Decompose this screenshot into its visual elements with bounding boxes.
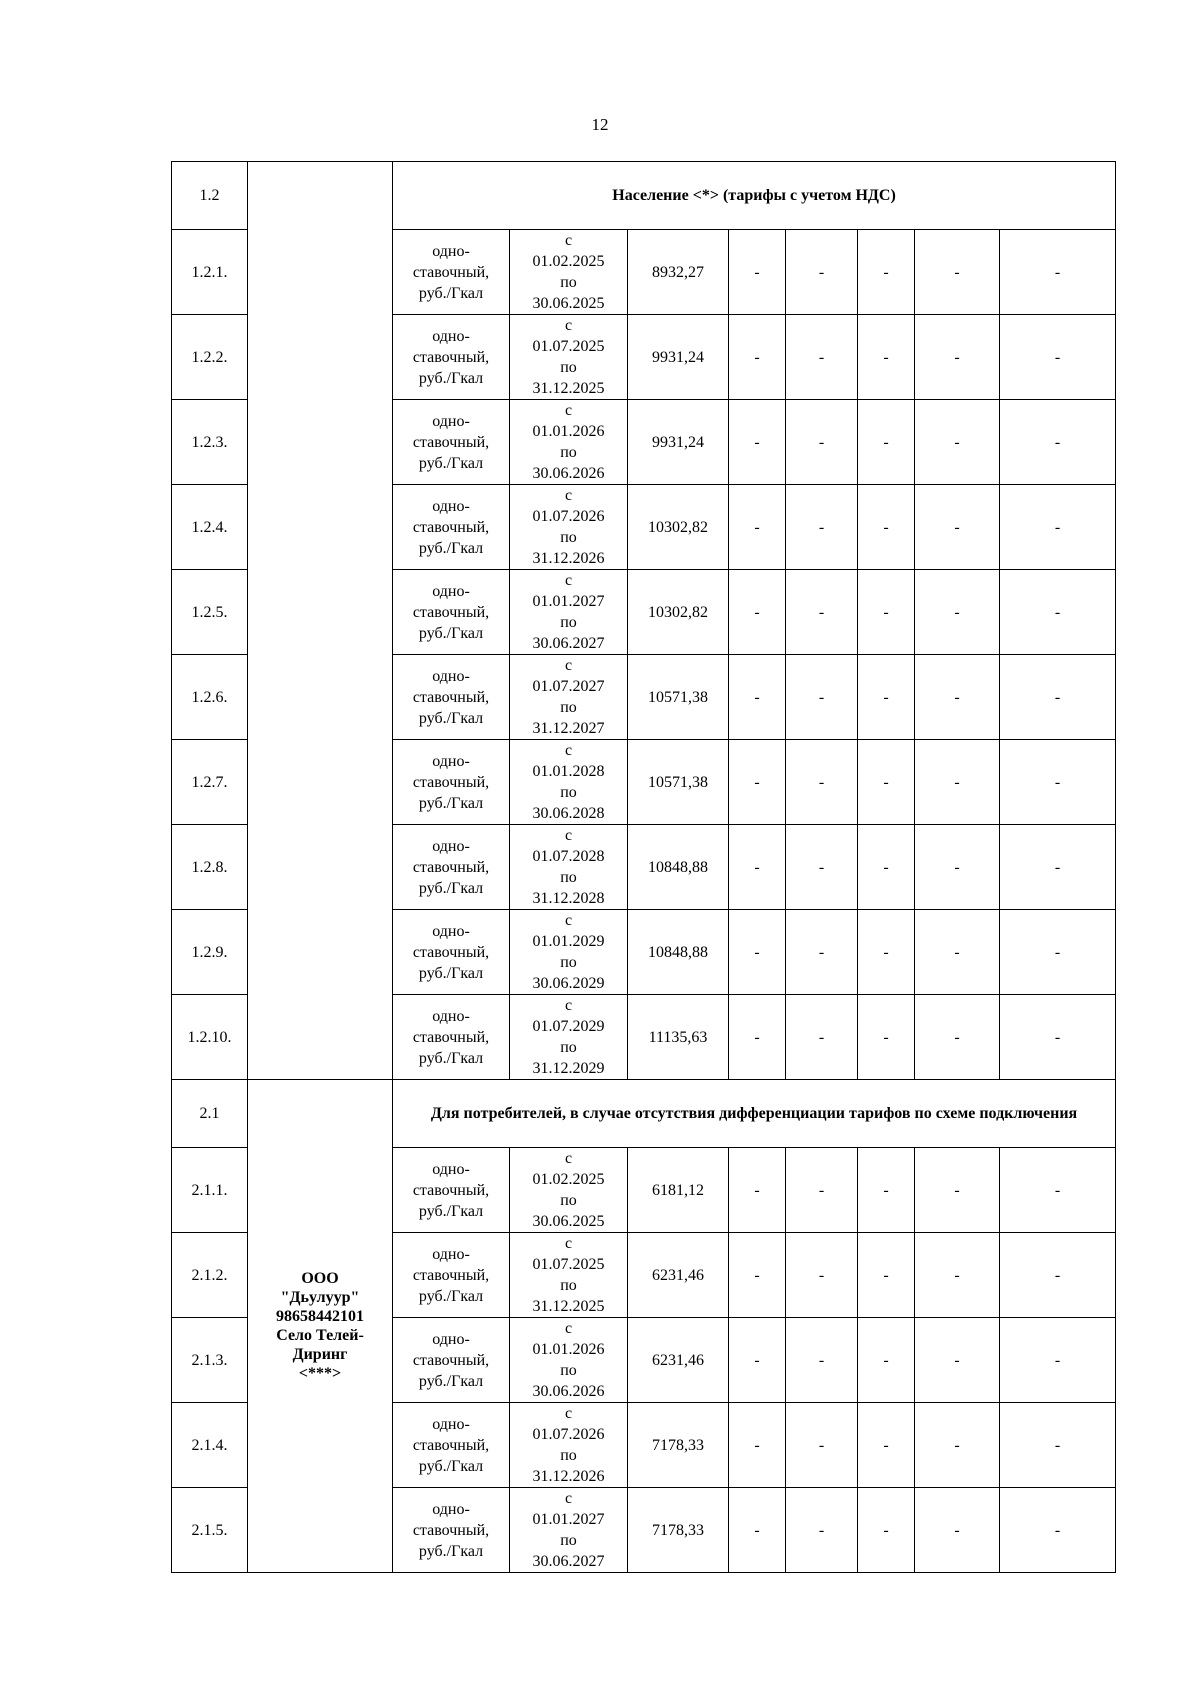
- section-title: Население <*> (тарифы с учетом НДС): [393, 162, 1116, 230]
- validity-period-line: по: [560, 529, 577, 546]
- empty-value-cell: -: [729, 995, 786, 1080]
- tariff-type-line: ставочный,: [412, 688, 490, 706]
- tariff-type-line: руб./Гкал: [418, 1457, 484, 1475]
- validity-period-line: по: [560, 1277, 577, 1294]
- validity-period-line: 01.07.2026: [532, 1426, 605, 1443]
- tariff-type-line: одно-: [432, 242, 470, 260]
- empty-value-cell: -: [858, 485, 915, 570]
- tariff-value: 10848,88: [628, 910, 729, 995]
- validity-period: [510, 400, 628, 485]
- validity-period-line: 01.02.2025: [532, 1171, 605, 1188]
- empty-value-cell: -: [729, 655, 786, 740]
- tariff-type-line: одно-: [432, 1245, 470, 1263]
- validity-period-line: с: [564, 572, 573, 589]
- validity-period-line: по: [560, 1192, 577, 1209]
- row-number: 1.2.4.: [172, 485, 248, 570]
- tariff-value: 10571,38: [628, 740, 729, 825]
- empty-value-cell: -: [729, 400, 786, 485]
- validity-period-line: с: [564, 1150, 573, 1167]
- validity-period-line: 30.06.2026: [532, 1383, 605, 1400]
- empty-value-cell: -: [1000, 485, 1116, 570]
- empty-value-cell: -: [786, 825, 858, 910]
- validity-period: [510, 825, 628, 910]
- organization-line: <***>: [298, 1365, 342, 1382]
- validity-period-line: по: [560, 1362, 577, 1379]
- tariff-value: 9931,24: [628, 315, 729, 400]
- validity-period-line: с: [564, 657, 573, 674]
- tariff-type-line: ставочный,: [412, 263, 490, 281]
- validity-period-line: по: [560, 954, 577, 971]
- tariff-table: [171, 161, 1116, 1573]
- validity-period-line: 31.12.2029: [532, 1060, 605, 1077]
- empty-value-cell: -: [915, 485, 1000, 570]
- empty-value-cell: -: [858, 570, 915, 655]
- empty-value-cell: -: [1000, 1318, 1116, 1403]
- tariff-type: [393, 570, 510, 655]
- tariff-type-line: ставочный,: [412, 1521, 490, 1539]
- empty-value-cell: -: [858, 995, 915, 1080]
- tariff-type-line: руб./Гкал: [418, 284, 484, 302]
- empty-value-cell: -: [915, 400, 1000, 485]
- validity-period-line: 31.12.2025: [532, 380, 605, 397]
- empty-value-cell: -: [786, 230, 858, 315]
- validity-period-line: 30.06.2028: [532, 805, 605, 822]
- section-title: Для потребителей, в случае отсутствия дифференциации тарифов по схеме подключения: [393, 1080, 1116, 1148]
- organization-line: Диринг: [292, 1346, 348, 1363]
- tariff-type-line: ставочный,: [412, 603, 490, 621]
- validity-period: [510, 655, 628, 740]
- validity-period-line: 31.12.2027: [532, 720, 605, 737]
- section-number: 1.2: [172, 162, 248, 230]
- row-number: 2.1.5.: [172, 1488, 248, 1573]
- empty-value-cell: -: [786, 910, 858, 995]
- validity-period: [510, 1488, 628, 1573]
- empty-value-cell: -: [729, 315, 786, 400]
- empty-value-cell: -: [915, 1148, 1000, 1233]
- empty-value-cell: -: [858, 655, 915, 740]
- empty-value-cell: -: [786, 485, 858, 570]
- empty-value-cell: -: [858, 1318, 915, 1403]
- validity-period-line: по: [560, 274, 577, 291]
- tariff-value: 9931,24: [628, 400, 729, 485]
- validity-period-line: с: [564, 402, 573, 419]
- tariff-type-line: одно-: [432, 327, 470, 345]
- empty-value-cell: -: [1000, 825, 1116, 910]
- empty-value-cell: -: [858, 400, 915, 485]
- tariff-type-line: одно-: [432, 922, 470, 940]
- row-number: 2.1.3.: [172, 1318, 248, 1403]
- validity-period-line: с: [564, 1490, 573, 1507]
- organization-line: 98658442101: [276, 1308, 364, 1325]
- empty-value-cell: -: [729, 740, 786, 825]
- validity-period-line: 01.01.2029: [532, 933, 605, 950]
- tariff-type-line: руб./Гкал: [418, 879, 484, 897]
- tariff-type-line: ставочный,: [412, 1351, 490, 1369]
- tariff-type-line: руб./Гкал: [418, 709, 484, 727]
- validity-period-line: с: [564, 1405, 573, 1422]
- empty-value-cell: -: [729, 1148, 786, 1233]
- validity-period-line: 30.06.2027: [532, 635, 605, 652]
- empty-value-cell: -: [1000, 230, 1116, 315]
- empty-value-cell: -: [915, 1488, 1000, 1573]
- validity-period: [510, 570, 628, 655]
- empty-value-cell: -: [858, 825, 915, 910]
- empty-value-cell: -: [915, 910, 1000, 995]
- validity-period-line: с: [564, 1235, 573, 1252]
- tariff-type-line: руб./Гкал: [418, 1287, 484, 1305]
- tariff-type-line: ставочный,: [412, 1436, 490, 1454]
- empty-value-cell: -: [1000, 400, 1116, 485]
- validity-period-line: с: [564, 487, 573, 504]
- validity-period: [510, 230, 628, 315]
- validity-period-line: 31.12.2026: [532, 1468, 605, 1485]
- empty-value-cell: -: [729, 1403, 786, 1488]
- empty-value-cell: -: [858, 1488, 915, 1573]
- tariff-value: 10302,82: [628, 570, 729, 655]
- tariff-value: 7178,33: [628, 1403, 729, 1488]
- tariff-value: 10571,38: [628, 655, 729, 740]
- row-number: 2.1.4.: [172, 1403, 248, 1488]
- tariff-type-line: ставочный,: [412, 773, 490, 791]
- tariff-value: 10848,88: [628, 825, 729, 910]
- validity-period-line: 01.07.2028: [532, 848, 605, 865]
- empty-value-cell: -: [915, 1318, 1000, 1403]
- tariff-type-line: руб./Гкал: [418, 369, 484, 387]
- tariff-type-line: руб./Гкал: [418, 454, 484, 472]
- empty-value-cell: -: [729, 910, 786, 995]
- tariff-type: [393, 1403, 510, 1488]
- empty-value-cell: -: [786, 1403, 858, 1488]
- empty-value-cell: -: [1000, 995, 1116, 1080]
- validity-period-line: с: [564, 317, 573, 334]
- empty-value-cell: -: [786, 1148, 858, 1233]
- tariff-type: [393, 485, 510, 570]
- empty-value-cell: -: [729, 1488, 786, 1573]
- tariff-value: 6181,12: [628, 1148, 729, 1233]
- validity-period-line: 01.07.2025: [532, 338, 605, 355]
- validity-period-line: по: [560, 699, 577, 716]
- tariff-type-line: одно-: [432, 412, 470, 430]
- validity-period: [510, 910, 628, 995]
- validity-period-line: 31.12.2028: [532, 890, 605, 907]
- validity-period-line: 01.07.2027: [532, 678, 605, 695]
- validity-period-line: по: [560, 1039, 577, 1056]
- tariff-type-line: ставочный,: [412, 433, 490, 451]
- row-number: 1.2.5.: [172, 570, 248, 655]
- validity-period-line: по: [560, 1532, 577, 1549]
- empty-value-cell: -: [915, 655, 1000, 740]
- validity-period-line: 30.06.2027: [532, 1553, 605, 1570]
- tariff-type-line: руб./Гкал: [418, 1202, 484, 1220]
- tariff-type: [393, 740, 510, 825]
- empty-value-cell: -: [915, 1233, 1000, 1318]
- tariff-type-line: руб./Гкал: [418, 1542, 484, 1560]
- empty-value-cell: -: [729, 825, 786, 910]
- empty-value-cell: -: [915, 570, 1000, 655]
- validity-period-line: 30.06.2025: [532, 295, 605, 312]
- validity-period-line: с: [564, 912, 573, 929]
- validity-period-line: 01.07.2025: [532, 1256, 605, 1273]
- empty-value-cell: -: [858, 1148, 915, 1233]
- tariff-type-line: одно-: [432, 582, 470, 600]
- row-number: 1.2.2.: [172, 315, 248, 400]
- empty-value-cell: -: [858, 1403, 915, 1488]
- page-number: 12: [591, 115, 609, 134]
- validity-period-line: с: [564, 232, 573, 249]
- tariff-value: 6231,46: [628, 1318, 729, 1403]
- tariff-type-line: руб./Гкал: [418, 794, 484, 812]
- empty-value-cell: -: [915, 230, 1000, 315]
- validity-period: [510, 315, 628, 400]
- empty-value-cell: -: [858, 740, 915, 825]
- validity-period-line: 30.06.2025: [532, 1213, 605, 1230]
- empty-value-cell: -: [1000, 1488, 1116, 1573]
- row-number: 1.2.7.: [172, 740, 248, 825]
- tariff-type-line: ставочный,: [412, 1181, 490, 1199]
- tariff-type-line: одно-: [432, 1330, 470, 1348]
- tariff-type-line: ставочный,: [412, 858, 490, 876]
- validity-period-line: 01.07.2029: [532, 1018, 605, 1035]
- tariff-type-line: ставочный,: [412, 1028, 490, 1046]
- tariff-type-line: одно-: [432, 1160, 470, 1178]
- empty-value-cell: -: [786, 1233, 858, 1318]
- tariff-type-line: одно-: [432, 837, 470, 855]
- empty-value-cell: -: [786, 570, 858, 655]
- empty-value-cell: -: [786, 400, 858, 485]
- validity-period-line: 01.01.2026: [532, 1341, 605, 1358]
- tariff-value: 8932,27: [628, 230, 729, 315]
- tariff-type: [393, 230, 510, 315]
- empty-value-cell: -: [915, 1403, 1000, 1488]
- validity-period-line: с: [564, 742, 573, 759]
- tariff-type: [393, 1318, 510, 1403]
- tariff-value: 7178,33: [628, 1488, 729, 1573]
- tariff-type-line: руб./Гкал: [418, 539, 484, 557]
- tariff-type-line: ставочный,: [412, 518, 490, 536]
- validity-period-line: 31.12.2025: [532, 1298, 605, 1315]
- validity-period-line: с: [564, 827, 573, 844]
- organization-line: Село Телей-: [276, 1327, 364, 1344]
- empty-value-cell: -: [1000, 655, 1116, 740]
- tariff-type-line: ставочный,: [412, 348, 490, 366]
- empty-value-cell: -: [1000, 1233, 1116, 1318]
- tariff-type: [393, 400, 510, 485]
- tariff-type-line: руб./Гкал: [418, 1372, 484, 1390]
- empty-value-cell: -: [1000, 740, 1116, 825]
- tariff-type: [393, 315, 510, 400]
- tariff-type: [393, 1488, 510, 1573]
- tariff-type: [393, 655, 510, 740]
- validity-period-line: 30.06.2026: [532, 465, 605, 482]
- validity-period-line: по: [560, 869, 577, 886]
- tariff-type: [393, 910, 510, 995]
- empty-value-cell: -: [858, 230, 915, 315]
- validity-period-line: 01.07.2026: [532, 508, 605, 525]
- tariff-type: [393, 1233, 510, 1318]
- validity-period-line: по: [560, 359, 577, 376]
- row-number: 1.2.3.: [172, 400, 248, 485]
- validity-period: [510, 740, 628, 825]
- empty-value-cell: -: [858, 315, 915, 400]
- empty-value-cell: -: [1000, 1148, 1116, 1233]
- tariff-type-line: одно-: [432, 497, 470, 515]
- empty-value-cell: -: [858, 910, 915, 995]
- empty-value-cell: -: [729, 485, 786, 570]
- validity-period: [510, 995, 628, 1080]
- validity-period-line: 31.12.2026: [532, 550, 605, 567]
- empty-value-cell: -: [729, 1318, 786, 1403]
- tariff-type: [393, 1148, 510, 1233]
- empty-value-cell: -: [915, 740, 1000, 825]
- tariff-type-line: ставочный,: [412, 1266, 490, 1284]
- validity-period-line: с: [564, 997, 573, 1014]
- tariff-value: 11135,63: [628, 995, 729, 1080]
- tariff-type-line: руб./Гкал: [418, 624, 484, 642]
- empty-value-cell: -: [786, 315, 858, 400]
- tariff-type-line: руб./Гкал: [418, 1049, 484, 1067]
- validity-period-line: 01.01.2027: [532, 593, 605, 610]
- empty-value-cell: -: [729, 230, 786, 315]
- empty-value-cell: -: [1000, 315, 1116, 400]
- row-number: 2.1.1.: [172, 1148, 248, 1233]
- validity-period-line: 01.01.2028: [532, 763, 605, 780]
- empty-value-cell: -: [915, 315, 1000, 400]
- tariff-type: [393, 995, 510, 1080]
- tariff-value: 10302,82: [628, 485, 729, 570]
- row-number: 1.2.9.: [172, 910, 248, 995]
- empty-value-cell: -: [729, 570, 786, 655]
- tariff-type-line: ставочный,: [412, 943, 490, 961]
- row-number: 2.1.2.: [172, 1233, 248, 1318]
- validity-period-line: по: [560, 1447, 577, 1464]
- validity-period-line: 01.02.2025: [532, 253, 605, 270]
- empty-value-cell: -: [786, 995, 858, 1080]
- validity-period: [510, 485, 628, 570]
- row-number: 1.2.6.: [172, 655, 248, 740]
- validity-period: [510, 1403, 628, 1488]
- validity-period-line: с: [564, 1320, 573, 1337]
- empty-value-cell: -: [786, 1318, 858, 1403]
- empty-value-cell: -: [1000, 1403, 1116, 1488]
- organization-line: "Дьулуур": [280, 1289, 360, 1306]
- empty-value-cell: -: [786, 740, 858, 825]
- validity-period-line: 01.01.2026: [532, 423, 605, 440]
- tariff-type-line: руб./Гкал: [418, 964, 484, 982]
- validity-period-line: 30.06.2029: [532, 975, 605, 992]
- validity-period-line: по: [560, 614, 577, 631]
- validity-period-line: 01.01.2027: [532, 1511, 605, 1528]
- tariff-type-line: одно-: [432, 752, 470, 770]
- tariff-type-line: одно-: [432, 1415, 470, 1433]
- section-header-row: [172, 162, 1116, 230]
- row-number: 1.2.10.: [172, 995, 248, 1080]
- empty-value-cell: -: [729, 1233, 786, 1318]
- validity-period: [510, 1148, 628, 1233]
- row-number: 1.2.1.: [172, 230, 248, 315]
- empty-value-cell: -: [1000, 910, 1116, 995]
- empty-value-cell: -: [786, 1488, 858, 1573]
- tariff-value: 6231,46: [628, 1233, 729, 1318]
- tariff-type-line: одно-: [432, 667, 470, 685]
- validity-period: [510, 1233, 628, 1318]
- empty-value-cell: -: [786, 655, 858, 740]
- section-number: 2.1: [172, 1080, 248, 1148]
- section-header-row: [172, 1080, 1116, 1148]
- empty-value-cell: -: [915, 995, 1000, 1080]
- empty-value-cell: -: [915, 825, 1000, 910]
- validity-period: [510, 1318, 628, 1403]
- tariff-type-line: одно-: [432, 1007, 470, 1025]
- organization-line: ООО: [301, 1270, 339, 1287]
- row-number: 1.2.8.: [172, 825, 248, 910]
- tariff-type: [393, 825, 510, 910]
- empty-value-cell: -: [1000, 570, 1116, 655]
- organization-cell: [248, 162, 393, 1080]
- tariff-type-line: одно-: [432, 1500, 470, 1518]
- validity-period-line: по: [560, 444, 577, 461]
- empty-value-cell: -: [858, 1233, 915, 1318]
- validity-period-line: по: [560, 784, 577, 801]
- organization-cell: [248, 1080, 393, 1573]
- tariff-table-body: [172, 162, 1116, 1573]
